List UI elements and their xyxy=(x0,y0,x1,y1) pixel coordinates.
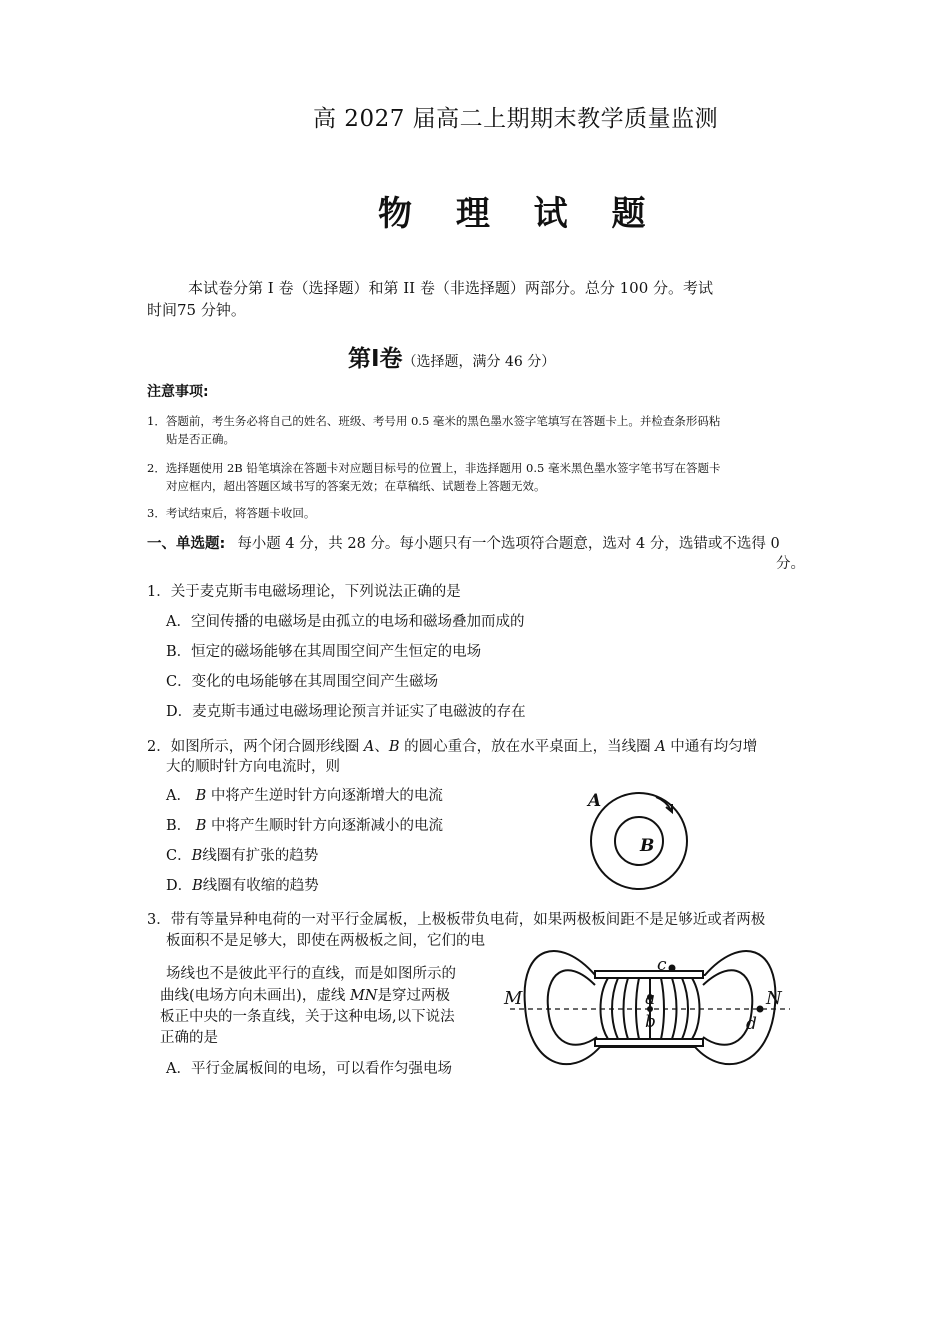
exam-subtitle: 高 2027 届高二上期期末教学质量监测 xyxy=(313,106,719,132)
section-label: 一、单选题: xyxy=(147,536,226,552)
intro-line-2: 时间75 分钟。 xyxy=(147,301,246,319)
question-3-option-a: A．平行金属板间的电场，可以看作匀强电场 xyxy=(166,1061,452,1077)
question-2-option-c: C．B线圈有扩张的趋势 xyxy=(166,848,319,864)
coils-figure xyxy=(580,785,700,890)
label-n: N xyxy=(766,988,782,1009)
parallel-plates-figure xyxy=(500,935,800,1085)
coil-a-label: A xyxy=(588,791,602,811)
volume-label: 第Ⅰ卷 xyxy=(348,346,403,372)
question-3-stem-line-4: 曲线(电场方向未画出)，虚线 MN是穿过两极 xyxy=(160,988,450,1004)
label-d: d xyxy=(746,1014,757,1034)
question-2-option-d: D．B线圈有收缩的趋势 xyxy=(166,878,319,894)
lower-plate xyxy=(595,1039,703,1046)
question-1-option-b: B．恒定的磁场能够在其周围空间产生恒定的电场 xyxy=(166,644,482,660)
label-m: M xyxy=(504,988,523,1009)
point-d xyxy=(757,1006,764,1013)
question-3-stem-line-3: 场线也不是彼此平行的直线，而是如图所示的 xyxy=(166,966,456,982)
page-title: 物 理 试 题 xyxy=(378,194,662,234)
label-b: b xyxy=(645,1012,656,1032)
question-3-stem-line-5: 板正中央的一条直线，关于这种电场,以下说法 xyxy=(160,1009,455,1025)
volume-note: （选择题，满分 46 分） xyxy=(402,354,556,370)
note-item-2: 2．选择题使用 2B 铅笔填涂在答题卡对应题目标号的位置上，非选择题用 0.5 毫米黑色墨水签字笔书写在答题卡 xyxy=(147,461,721,475)
question-3-stem: 3．带有等量异种电荷的一对平行金属板，上极板带负电荷，如果两极板间距不是足够近或者两极 xyxy=(147,912,766,928)
note-item-1-cont: 贴是否正确。 xyxy=(166,432,235,446)
intro-line-1: 本试卷分第 I 卷（选择题）和第 II 卷（非选择题）两部分。总分 100 分。考试 xyxy=(188,279,714,297)
question-1-option-d: D．麦克斯韦通过电磁场理论预言并证实了电磁波的存在 xyxy=(166,704,526,720)
section-desc: 每小题 4 分，共 28 分。每小题只有一个选项符合题意，选对 4 分，选错或不选得 0 xyxy=(237,536,780,552)
section-heading xyxy=(147,532,780,553)
notes-heading: 注意事项: xyxy=(147,384,209,400)
question-2-stem: 2．如图所示，两个闭合圆形线圈 A、B 的圆心重合，放在水平桌面上，当线圈 A 中通有均匀增 xyxy=(147,739,758,755)
question-1-option-a: A．空间传播的电磁场是由孤立的电场和磁场叠加而成的 xyxy=(166,614,525,630)
coil-b-inner-circle xyxy=(615,817,663,865)
upper-plate xyxy=(595,971,703,978)
volume-heading xyxy=(348,340,555,373)
question-3-stem-line-2: 板面积不是足够大，即使在两极板之间，它们的电 xyxy=(166,933,485,949)
note-item-3: 3．考试结束后，将答题卡收回。 xyxy=(147,506,316,520)
note-item-1: 1．答题前，考生务必将自己的姓名、班级、考号用 0.5 毫米的黑色墨水签字笔填写在答题卡上。并检查条形码粘 xyxy=(147,414,721,428)
label-a: a xyxy=(645,989,656,1009)
question-2-option-b: B． B 中将产生顺时针方向逐渐减小的电流 xyxy=(166,818,444,834)
point-c xyxy=(669,965,676,972)
section-desc-end: 分。 xyxy=(776,556,805,572)
label-c: c xyxy=(657,955,667,975)
note-item-2-cont: 对应框内，超出答题区域书写的答案无效；在草稿纸、试题卷上答题无效。 xyxy=(166,479,546,493)
coil-b-label: B xyxy=(640,836,655,856)
question-3-stem-line-6: 正确的是 xyxy=(160,1030,218,1046)
question-2-stem-cont: 大的顺时针方向电流时，则 xyxy=(166,759,340,775)
question-1-stem: 1．关于麦克斯韦电磁场理论，下列说法正确的是 xyxy=(147,584,461,600)
question-2-option-a: A． B 中将产生逆时针方向逐渐增大的电流 xyxy=(166,788,443,804)
question-1-option-c: C．变化的电场能够在其周围空间产生磁场 xyxy=(166,674,439,690)
